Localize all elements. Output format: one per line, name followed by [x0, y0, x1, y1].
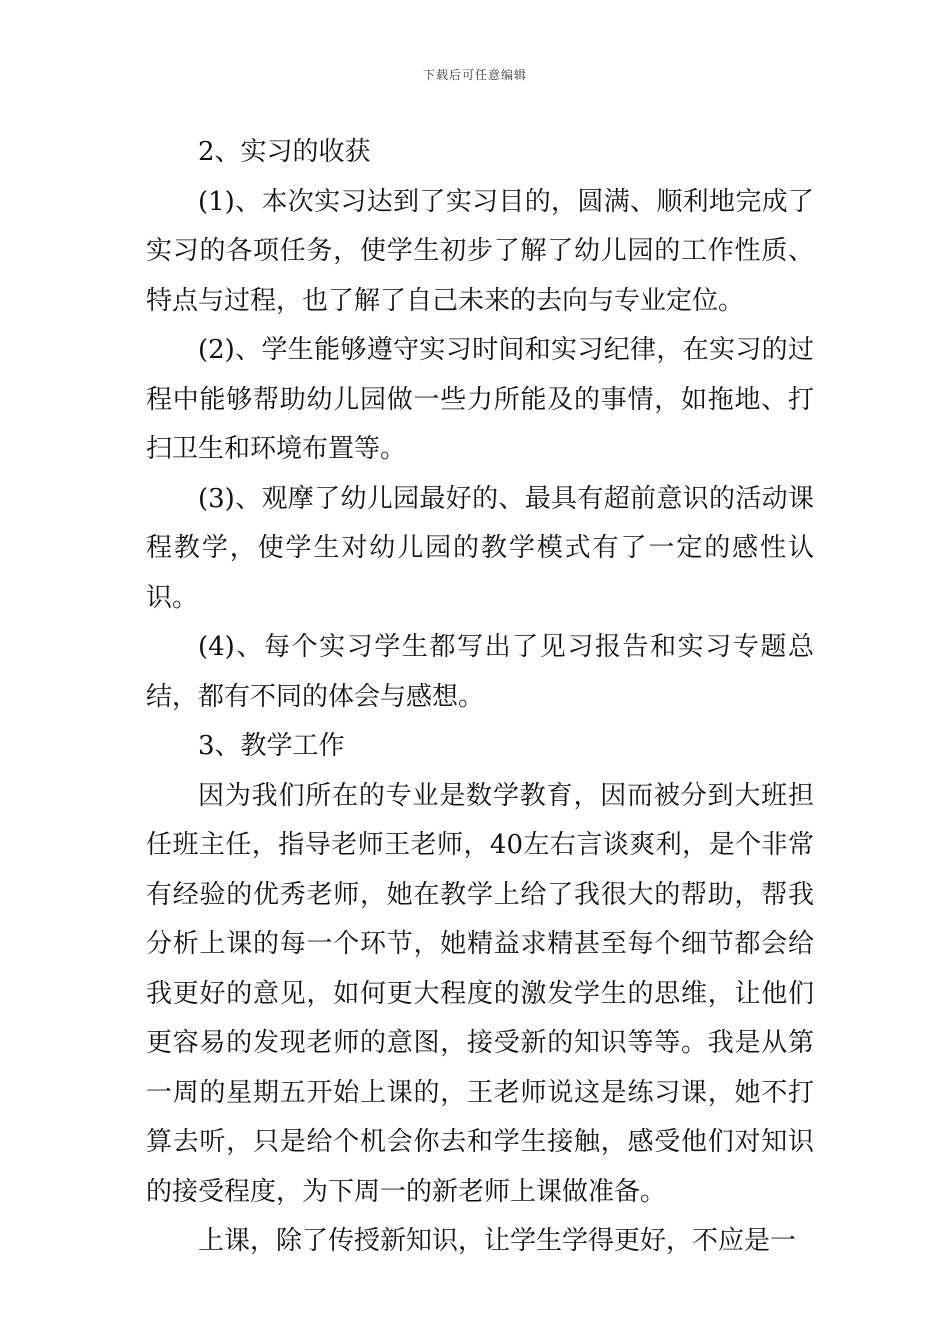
section-heading-teaching: 3、教学工作 — [198, 731, 345, 761]
paragraph-class: 上课，除了传授新知识，让学生学得更好，不应是一 — [198, 1226, 797, 1256]
document-body — [146, 128, 814, 1267]
section-heading-harvest: 2、实习的收获 — [198, 137, 371, 167]
paragraph-item-2: (2)、学生能够遵守实习时间和实习纪律，在实习的过程中能够帮助幼儿园做一些力所能及的事情，如拖地、打扫卫生和环境布置等。 — [146, 335, 814, 464]
paragraph-teaching: 因为我们所在的专业是数学教育，因而被分到大班担任班主任，指导老师王老师，40左右言谈爽利，是个非常有经验的优秀老师，她在教学上给了我很大的帮助，帮我分析上课的每一个环节，她精益求精甚至每个细节都会给我更好的意见，如何更大程度的激发学生的思维，让他们更容易的发现老师的意图，接受新的知识等等。我是从第一周的星期五开始上课的，王老师说这是练习课，她不打算去听，只是给个机会你去和学生接触，感受他们对知识的接受程度，为下周一的新老师上课做准备。 — [146, 780, 814, 1207]
paragraph-item-4: (4)、每个实习学生都写出了见习报告和实习专题总结，都有不同的体会与感想。 — [146, 632, 814, 712]
paragraph-item-1: (1)、本次实习达到了实习目的，圆满、顺利地完成了实习的各项任务，使学生初步了解了幼儿园的工作性质、特点与过程，也了解了自己未来的去向与专业定位。 — [146, 186, 814, 316]
header-note: 下载后可任意编辑 — [422, 68, 527, 82]
paragraph-item-3: (3)、观摩了幼儿园最好的、最具有超前意识的活动课程教学，使学生对幼儿园的教学模式有了一定的感性认识。 — [146, 483, 814, 613]
